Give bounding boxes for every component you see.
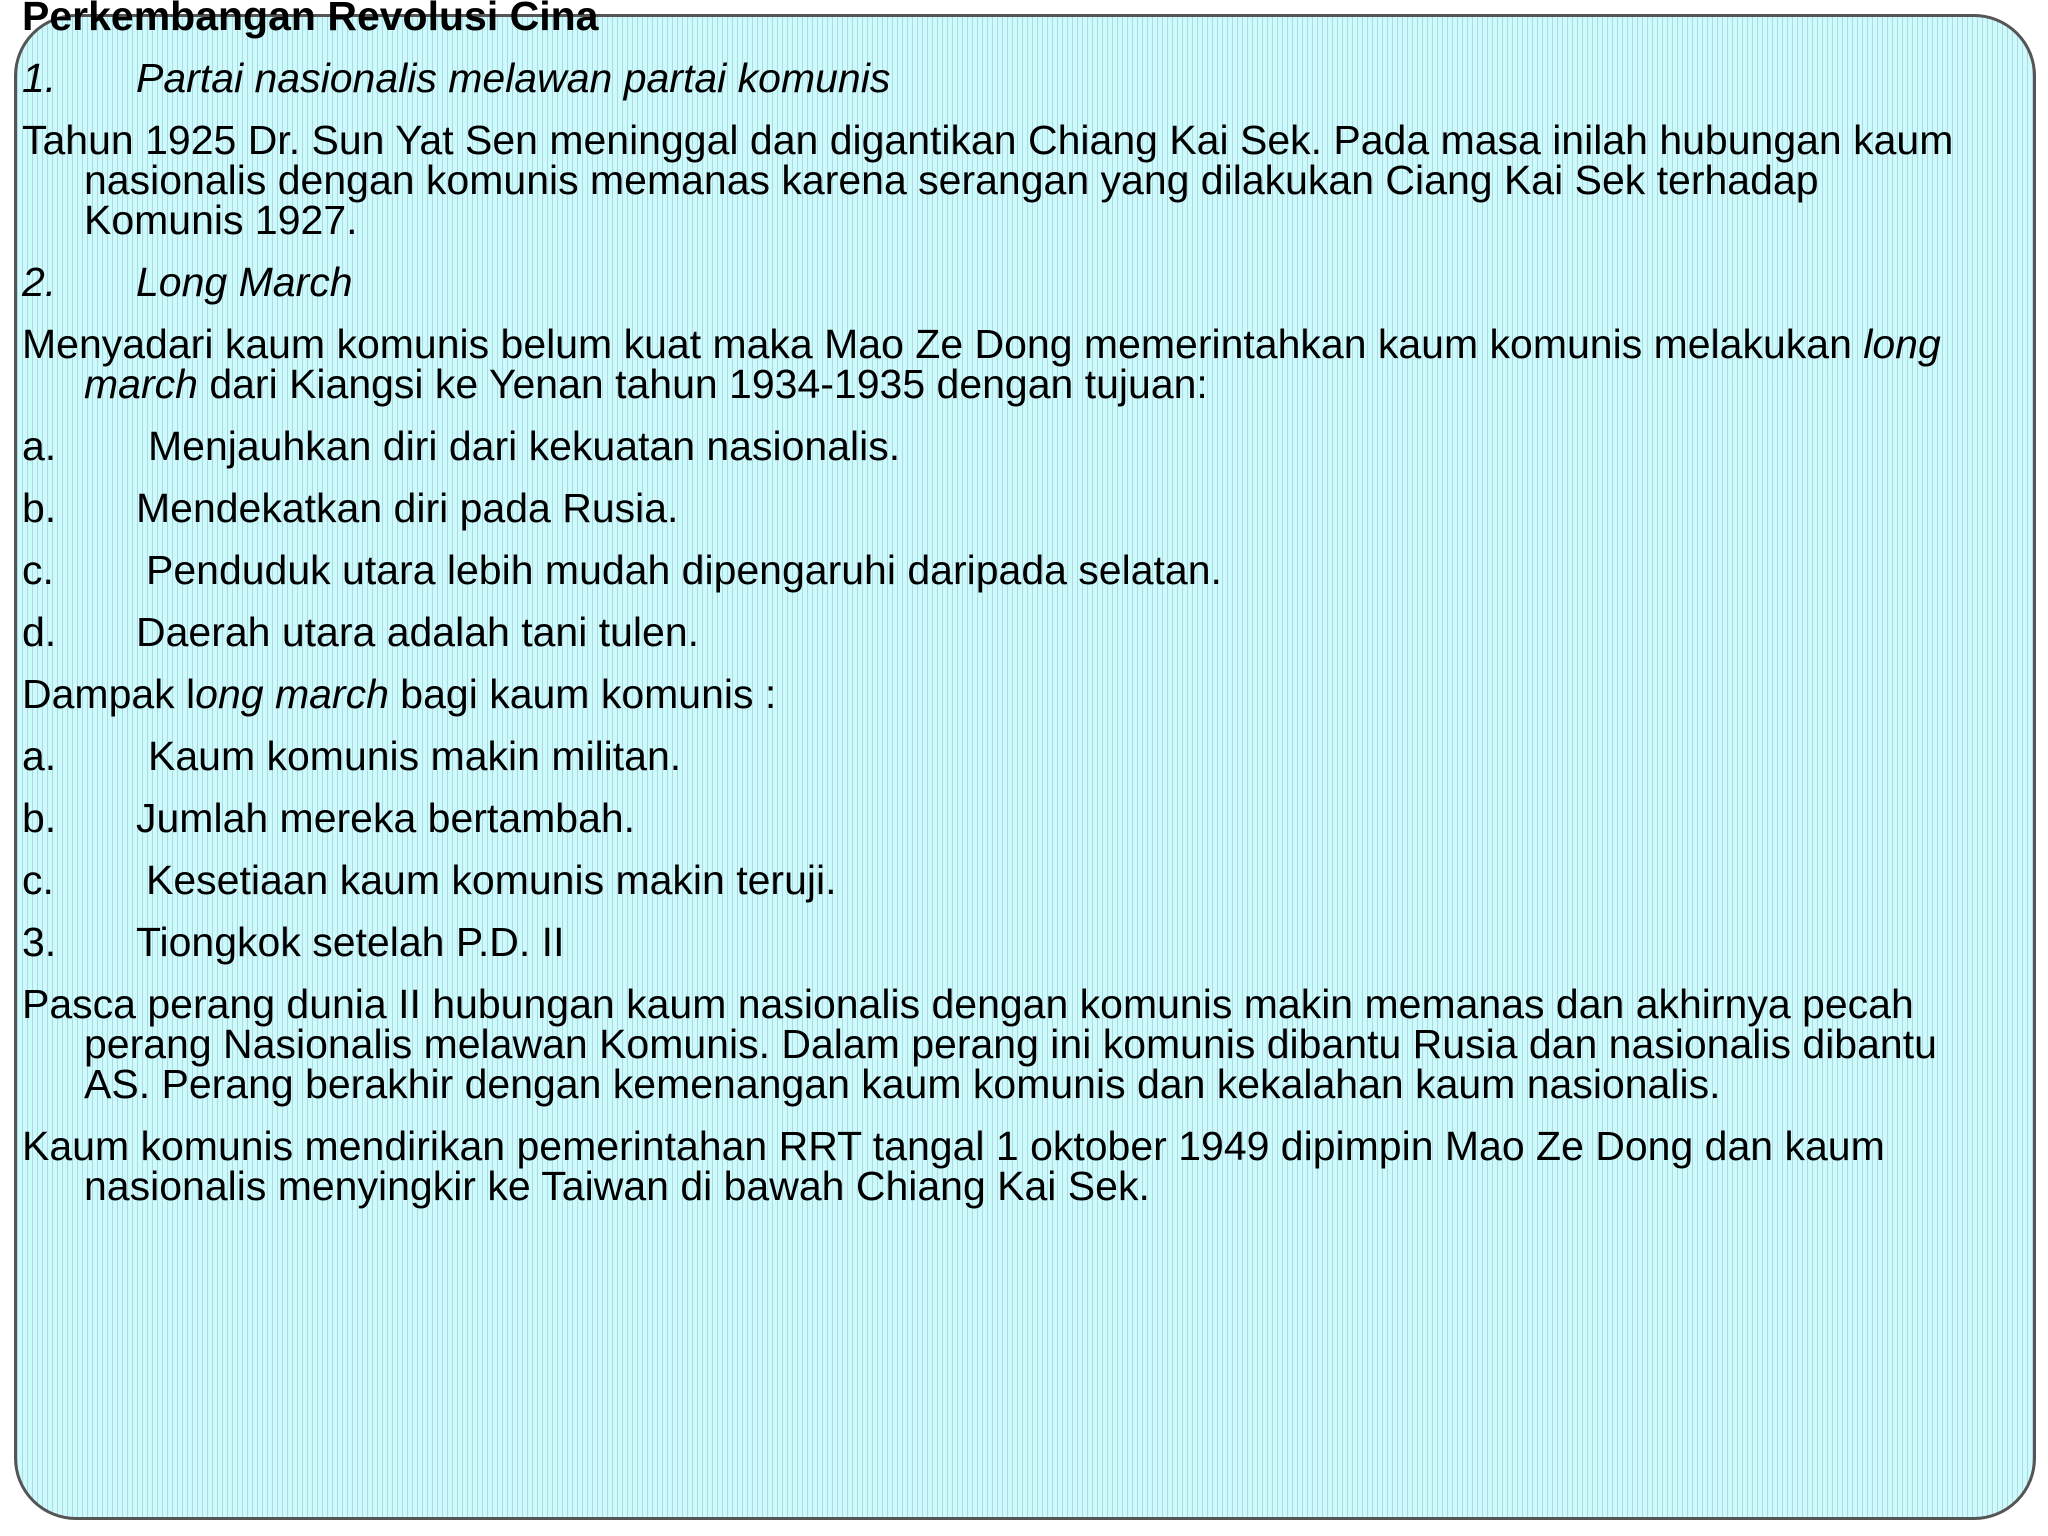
slide-title: Perkembangan Revolusi Cina (22, 0, 599, 39)
goal-text: Daerah utara adalah tani tulen. (136, 609, 700, 655)
goal-marker: c. (22, 547, 54, 593)
slide-content (22, 0, 1982, 1228)
impact-text: Jumlah mereka bertambah. (136, 795, 636, 841)
section-2-heading (22, 259, 1982, 305)
impact-item (22, 733, 1982, 779)
impact-text: Kesetiaan kaum komunis makin teruji. (146, 857, 837, 903)
goal-item (22, 423, 1982, 469)
section-3-paragraph-2: Kaum komunis mendirikan pemerintahan RRT tangal 1 oktober 1949 dipimpin Mao Ze Dong dan kaum nasionalis menyingkir ke Taiwan di bawah Chiang Kai Sek. (22, 1123, 1885, 1209)
section-3-heading (22, 919, 1982, 965)
impact-marker: a. (22, 733, 57, 779)
impact-item (22, 795, 1982, 841)
section-2-heading-text: Long March (136, 259, 353, 305)
section-1-heading (22, 55, 1982, 101)
impact-intro-text: Dampak l (22, 671, 196, 717)
goal-item (22, 547, 1982, 593)
impact-marker: b. (22, 795, 57, 841)
impact-intro (22, 671, 1982, 717)
goal-text: Penduduk utara lebih mudah dipengaruhi daripada selatan. (146, 547, 1222, 593)
goal-text: Mendekatkan diri pada Rusia. (136, 485, 679, 531)
section-1-heading-text: Partai nasionalis melawan partai komunis (136, 55, 891, 101)
goal-item (22, 609, 1982, 655)
section-1-number: 1. (22, 55, 57, 101)
section-3-number: 3. (22, 919, 57, 965)
impact-text: Kaum komunis makin militan. (148, 733, 682, 779)
goal-marker: a. (22, 423, 57, 469)
impact-item (22, 857, 1982, 903)
section-2-intro-tail: dari Kiangsi ke Yenan tahun 1934-1935 dengan tujuan: (197, 361, 1208, 407)
goal-marker: d. (22, 609, 57, 655)
section-3-paragraph-1: Pasca perang dunia II hubungan kaum nasionalis dengan komunis makin memanas dan akhirnya pecah perang Nasionalis melawan Komunis. Dalam perang ini komunis dibantu Rusia dan nasionalis dibantu AS. Perang berakhir dengan kemenangan kaum komunis dan kekalahan kaum nasionalis. (22, 981, 1937, 1107)
impact-intro-italic: ong march (195, 671, 389, 717)
impact-marker: c. (22, 857, 54, 903)
section-2-number: 2. (22, 259, 57, 305)
section-1-paragraph: Tahun 1925 Dr. Sun Yat Sen meninggal dan digantikan Chiang Kai Sek. Pada masa inilah hubungan kaum nasionalis dengan komunis memanas karena serangan yang dilakukan Ciang Kai Sek terhadap Komunis 1927. (22, 117, 1954, 243)
section-3-heading-text: Tiongkok setelah P.D. II (136, 919, 565, 965)
section-2-intro (22, 321, 1982, 407)
goal-text: Menjauhkan diri dari kekuatan nasionalis. (148, 423, 901, 469)
goal-item (22, 485, 1982, 531)
impact-intro-tail: bagi kaum komunis : (388, 671, 777, 717)
goal-marker: b. (22, 485, 57, 531)
section-2-intro-italic: long march (84, 321, 1941, 407)
section-2-intro-text: Menyadari kaum komunis belum kuat maka Mao Ze Dong memerintahkan kaum komunis melakukan (22, 321, 1864, 367)
